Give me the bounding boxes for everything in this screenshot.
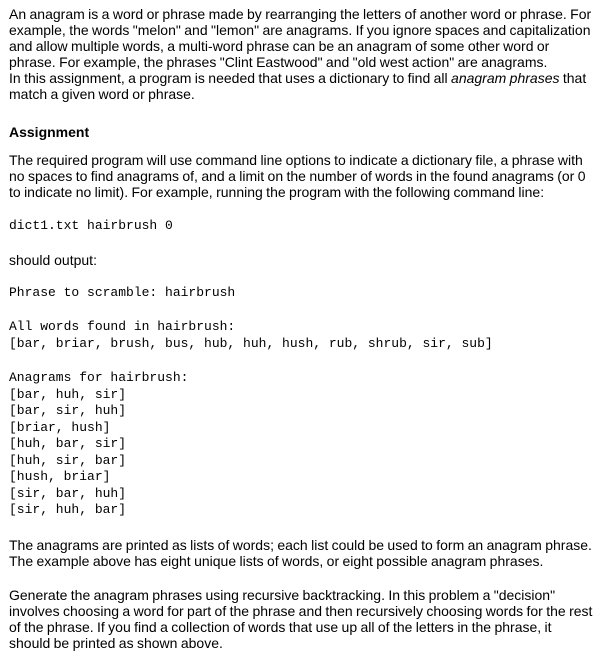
intro-line: In this assignment, a program is needed that uses a dictionary to find all xyxy=(9,70,452,86)
intro-line: An anagram is a word or phrase made by rearranging the letters of another word or phrase. For xyxy=(9,6,592,22)
explanation-line: Generate the anagram phrases using recursive backtracking. In this problem a "decision" xyxy=(9,586,556,603)
anagram-list-item: [bar, sir, huh] xyxy=(9,403,127,418)
anagram-list-item: [bar, huh, sir] xyxy=(9,386,127,402)
intro-line: that xyxy=(559,70,587,86)
anagram-list-item: [sir, huh, bar] xyxy=(9,502,127,517)
all-words-label: All words found in hairbrush: xyxy=(9,319,236,334)
anagram-list-item: [briar, hush] xyxy=(9,419,111,435)
anagram-list-item: [sir, bar, huh] xyxy=(9,485,127,501)
explanation-line: should be printed as shown above. xyxy=(9,634,223,651)
anagram-list-item: [huh, sir, bar] xyxy=(9,452,127,468)
all-words-block xyxy=(9,319,607,352)
anagram-list-item: [huh, bar, sir] xyxy=(9,436,127,451)
phrase-output-line: Phrase to scramble: hairbrush xyxy=(9,284,236,300)
description-line: no spaces to find anagrams of, and a limit on the number of words in the found anagrams (or 0 xyxy=(9,168,586,184)
intro-line: match a given word or phrase. xyxy=(9,86,195,102)
backtracking-explanation xyxy=(9,587,607,651)
description-line: The required program will use command line options to indicate a dictionary file, a phrase with xyxy=(9,152,583,168)
intro-line: example, the words "melon" and "lemon" are anagrams. If you ignore spaces and capitalization xyxy=(9,22,591,38)
document-page xyxy=(9,6,607,651)
command-line-example: dict1.txt hairbrush 0 xyxy=(9,218,173,233)
all-words-list: [bar, briar, brush, bus, hub, huh, hush, rub, shrub, sir, sub] xyxy=(9,335,493,351)
anagrams-label: Anagrams for hairbrush: xyxy=(9,370,189,385)
description-line: to indicate no limit). For example, running the program with the following command line: xyxy=(9,184,545,200)
explanation-line: involves choosing a word for part of the phrase and then recursively choosing words for the rest xyxy=(9,602,593,619)
explanation-line: of the phrase. If you find a collection of words that use up all of the letters in the phrase, it xyxy=(9,618,552,635)
explanation-line: The anagrams are printed as lists of words; each list could be used to form an anagram phrase. xyxy=(9,536,592,553)
should-output-text: should output: xyxy=(9,251,97,268)
anagram-phrases-emphasis: anagram phrases xyxy=(451,70,560,86)
assignment-heading: Assignment xyxy=(9,124,90,140)
lists-explanation xyxy=(9,537,607,569)
anagrams-block xyxy=(9,370,607,519)
intro-paragraph xyxy=(9,6,607,102)
explanation-line: The example above has eight unique lists of words, or eight possible anagram phrases. xyxy=(9,552,544,569)
intro-line: phrase. For example, the phrases "Clint Eastwood" and "old west action" are anagrams. xyxy=(9,54,548,70)
intro-line: and allow multiple words, a multi-word phrase can be an anagram of some other word or xyxy=(9,38,550,54)
anagram-list-item: [hush, briar] xyxy=(9,469,111,484)
assignment-description xyxy=(9,152,607,200)
